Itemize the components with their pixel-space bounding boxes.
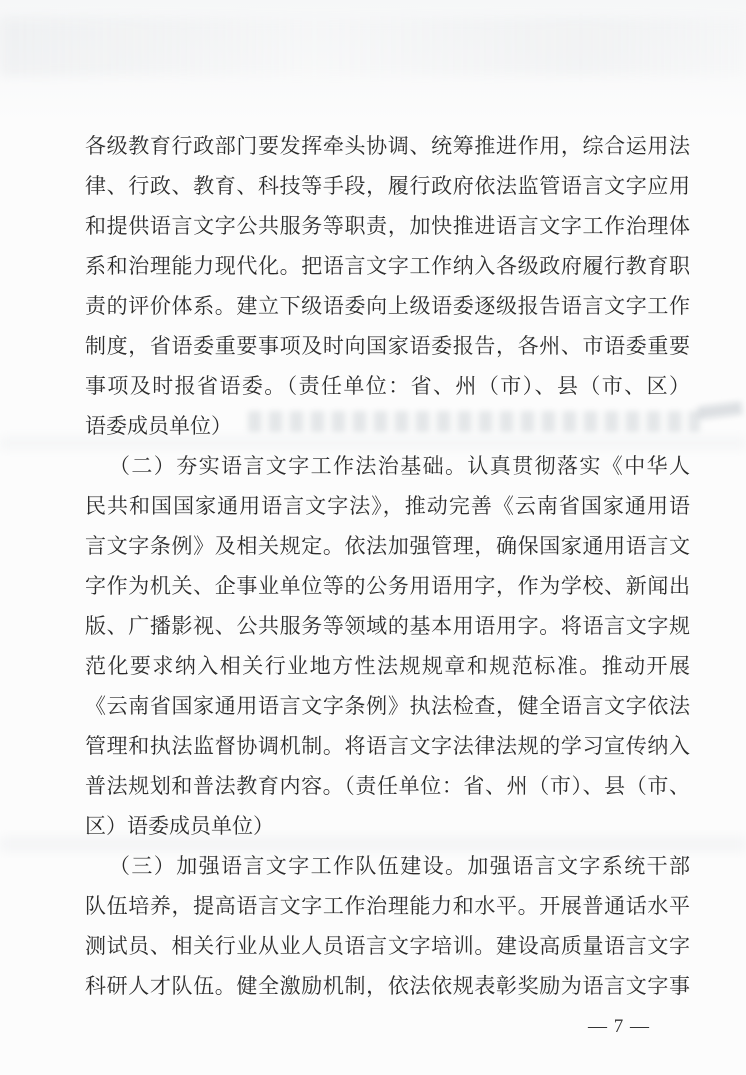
text-line: 律、行政、教育、科技等手段，履行政府依法监管语言文字应用 (85, 174, 690, 198)
document-body (85, 126, 690, 1006)
text-line: 《云南省国家通用语言文字条例》执法检查，健全语言文字依法 (85, 694, 690, 718)
text-line: 区）语委成员单位） (85, 814, 274, 838)
text-line: 范化要求纳入相关行业地方性法规规章和规范标准。推动开展 (85, 654, 690, 678)
text-line: 民共和国国家通用语言文字法》，推动完善《云南省国家通用语 (85, 494, 690, 518)
text-line: 字作为机关、企事业单位等的公务用语用字，作为学校、新闻出 (85, 574, 690, 598)
text-line: 版、广播影视、公共服务等领域的基本用语用字。将语言文字规 (85, 614, 690, 638)
text-line: （三）加强语言文字工作队伍建设。加强语言文字系统干部 (109, 854, 690, 878)
text-line: 科研人才队伍。健全激励机制，依法依规表彰奖励为语言文字事 (85, 974, 690, 998)
text-line: 系和治理能力现代化。把语言文字工作纳入各级政府履行教育职 (85, 254, 690, 278)
text-line: 言文字条例》及相关规定。依法加强管理，确保国家通用语言文 (85, 534, 690, 558)
text-line: 普法规划和普法教育内容。（责任单位：省、州（市）、县（市、 (85, 774, 690, 798)
ink-bleed-through-artifact (697, 401, 742, 419)
scan-streak-artifact (0, 18, 746, 76)
page-number: — 7 — (588, 1016, 650, 1037)
text-line: 和提供语言文字公共服务等职责，加快推进语言文字工作治理体 (85, 214, 690, 238)
text-line: 测试员、相关行业从业人员语言文字培训。建设高质量语言文字 (85, 934, 690, 958)
text-line: 事项及时报省语委。（责任单位：省、州（市）、县（市、区） (85, 374, 690, 398)
text-line: 制度，省语委重要事项及时向国家语委报告，各州、市语委重要 (85, 334, 690, 358)
text-line: （二）夯实语言文字工作法治基础。认真贯彻落实《中华人 (109, 454, 690, 478)
text-line: 责的评价体系。建立下级语委向上级语委逐级报告语言文字工作 (85, 294, 690, 318)
text-line: 管理和执法监督协调机制。将语言文字法律法规的学习宣传纳入 (85, 734, 690, 758)
text-line: 语委成员单位） (85, 414, 232, 438)
text-line: 队伍培养，提高语言文字工作治理能力和水平。开展普通话水平 (85, 894, 690, 918)
text-line: 各级教育行政部门要发挥牵头协调、统筹推进作用，综合运用法 (85, 134, 690, 158)
